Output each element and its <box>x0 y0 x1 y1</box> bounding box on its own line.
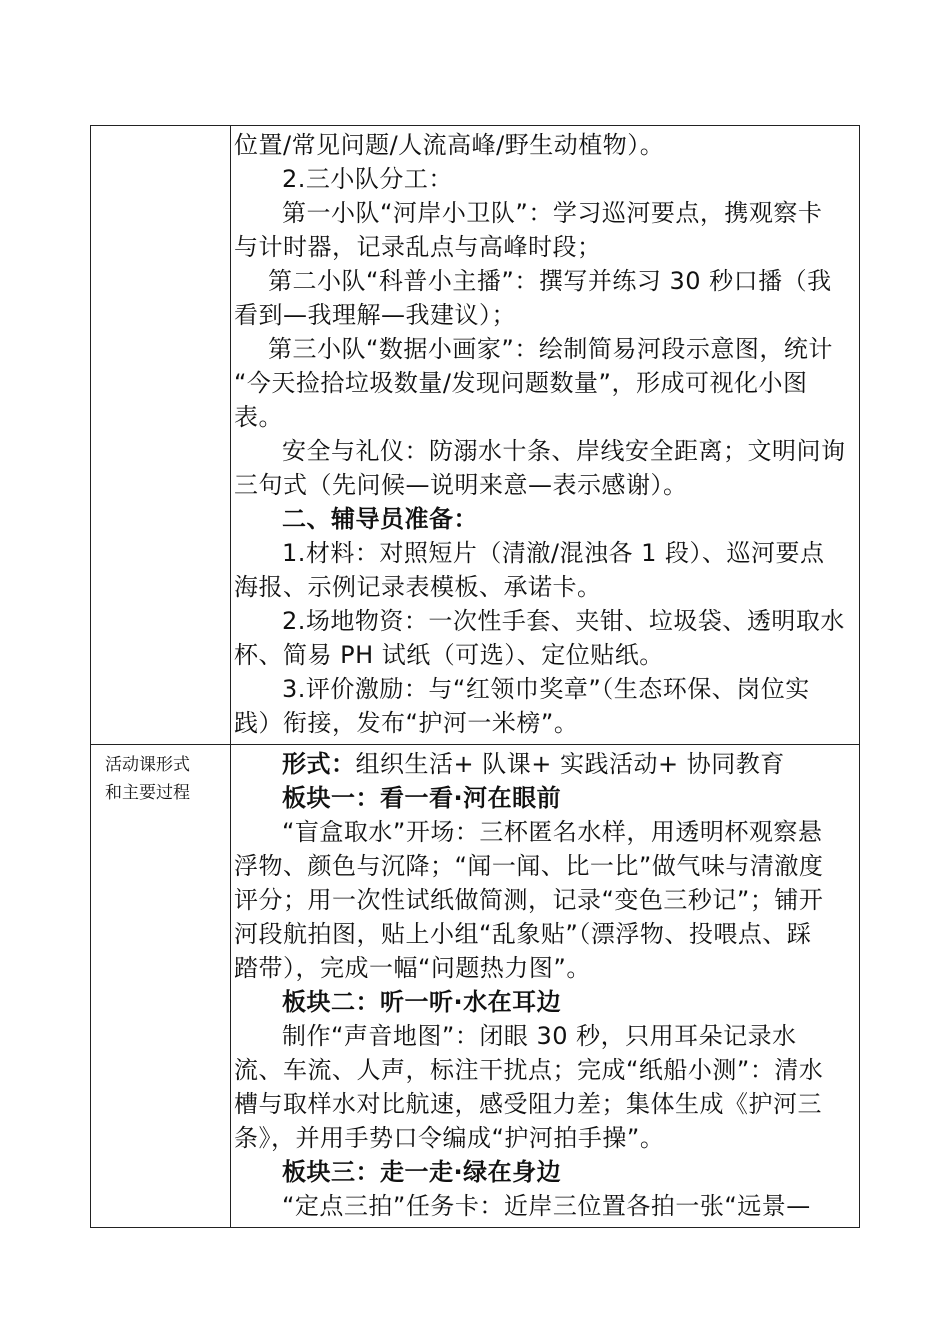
preparation-cell <box>231 126 860 745</box>
form-line <box>234 747 859 781</box>
text-line: 踏带），完成一幅“问题热力图”。 <box>234 954 591 982</box>
text-line: 第三小队“数据小画家”：绘制简易河段示意图，统计 <box>268 335 833 363</box>
text-line: 看到—我理解—我建议）； <box>234 301 516 329</box>
table-row-activity-process <box>91 745 860 1228</box>
text-line: 1.材料：对照短片（清澈/混浊各 1 段）、巡河要点 <box>282 539 825 567</box>
form-text: 组织生活+ 队课+ 实践活动+ 协同教育 <box>355 750 785 778</box>
text-line: 槽与取样水对比航速，感受阻力差；集体生成《护河三 <box>234 1090 822 1118</box>
text-line: 杯、简易 PH 试纸（可选）、定位贴纸。 <box>234 641 664 669</box>
text-line: 位置/常见问题/人流高峰/野生动植物）。 <box>234 131 665 159</box>
row-label-empty <box>91 126 231 745</box>
text-line: 2.场地物资：一次性手套、夹钳、垃圾袋、透明取水 <box>282 607 845 635</box>
text-line: 与计时器，记录乱点与高峰时段； <box>234 233 602 261</box>
section-heading: 二、辅导员准备： <box>282 505 478 533</box>
text-line: 第一小队“河岸小卫队”：学习巡河要点，携观察卡 <box>282 199 823 227</box>
text-line: “定点三拍”任务卡：近岸三位置各拍一张“远景— <box>282 1192 811 1220</box>
row-label-line: 和主要过程 <box>105 783 190 803</box>
row-label-line: 活动课形式 <box>105 755 190 775</box>
text-line: 表。 <box>234 403 283 431</box>
text-line: 三句式（先问候—说明来意—表示感谢）。 <box>234 471 688 499</box>
row-label-activity <box>91 745 231 1228</box>
table-row-preparation <box>91 126 860 745</box>
text-line: “盲盒取水”开场：三杯匿名水样，用透明杯观察悬 <box>282 818 823 846</box>
text-line: 评分；用一次性试纸做简测，记录“变色三秒记”；铺开 <box>234 886 824 914</box>
block1-title: 板块一：看一看·河在眼前 <box>282 784 562 812</box>
text-line: 河段航拍图，贴上小组“乱象贴”（漂浮物、投喂点、踩 <box>234 920 812 948</box>
text-line: 浮物、颜色与沉降；“闻一闻、比一比”做气味与清澈度 <box>234 852 824 880</box>
text-line: 第二小队“科普小主播”：撰写并练习 30 秒口播（我 <box>268 267 832 295</box>
text-line: 2.三小队分工： <box>282 165 453 193</box>
block2-title: 板块二：听一听·水在耳边 <box>282 988 562 1016</box>
text-line: 条》，并用手势口令编成“护河拍手操”。 <box>234 1124 665 1152</box>
form-label: 形式： <box>282 750 356 778</box>
block3-title: 板块三：走一走·绿在身边 <box>282 1158 562 1186</box>
text-line: 践）衔接，发布“护河一米榜”。 <box>234 709 579 737</box>
text-line: 3.评价激励：与“红领巾奖章”（生态环保、岗位实 <box>282 675 810 703</box>
text-line: “今天捡拾垃圾数量/发现问题数量”，形成可视化小图 <box>234 369 808 397</box>
text-line: 流、车流、人声，标注干扰点；完成“纸船小测”：清水 <box>234 1056 824 1084</box>
lesson-plan-table <box>90 125 860 1228</box>
text-line: 海报、示例记录表模板、承诺卡。 <box>234 573 602 601</box>
activity-cell <box>231 745 860 1228</box>
text-line: 制作“声音地图”：闭眼 30 秒，只用耳朵记录水 <box>282 1022 797 1050</box>
text-line: 安全与礼仪：防溺水十条、岸线安全距离；文明问询 <box>282 437 846 465</box>
